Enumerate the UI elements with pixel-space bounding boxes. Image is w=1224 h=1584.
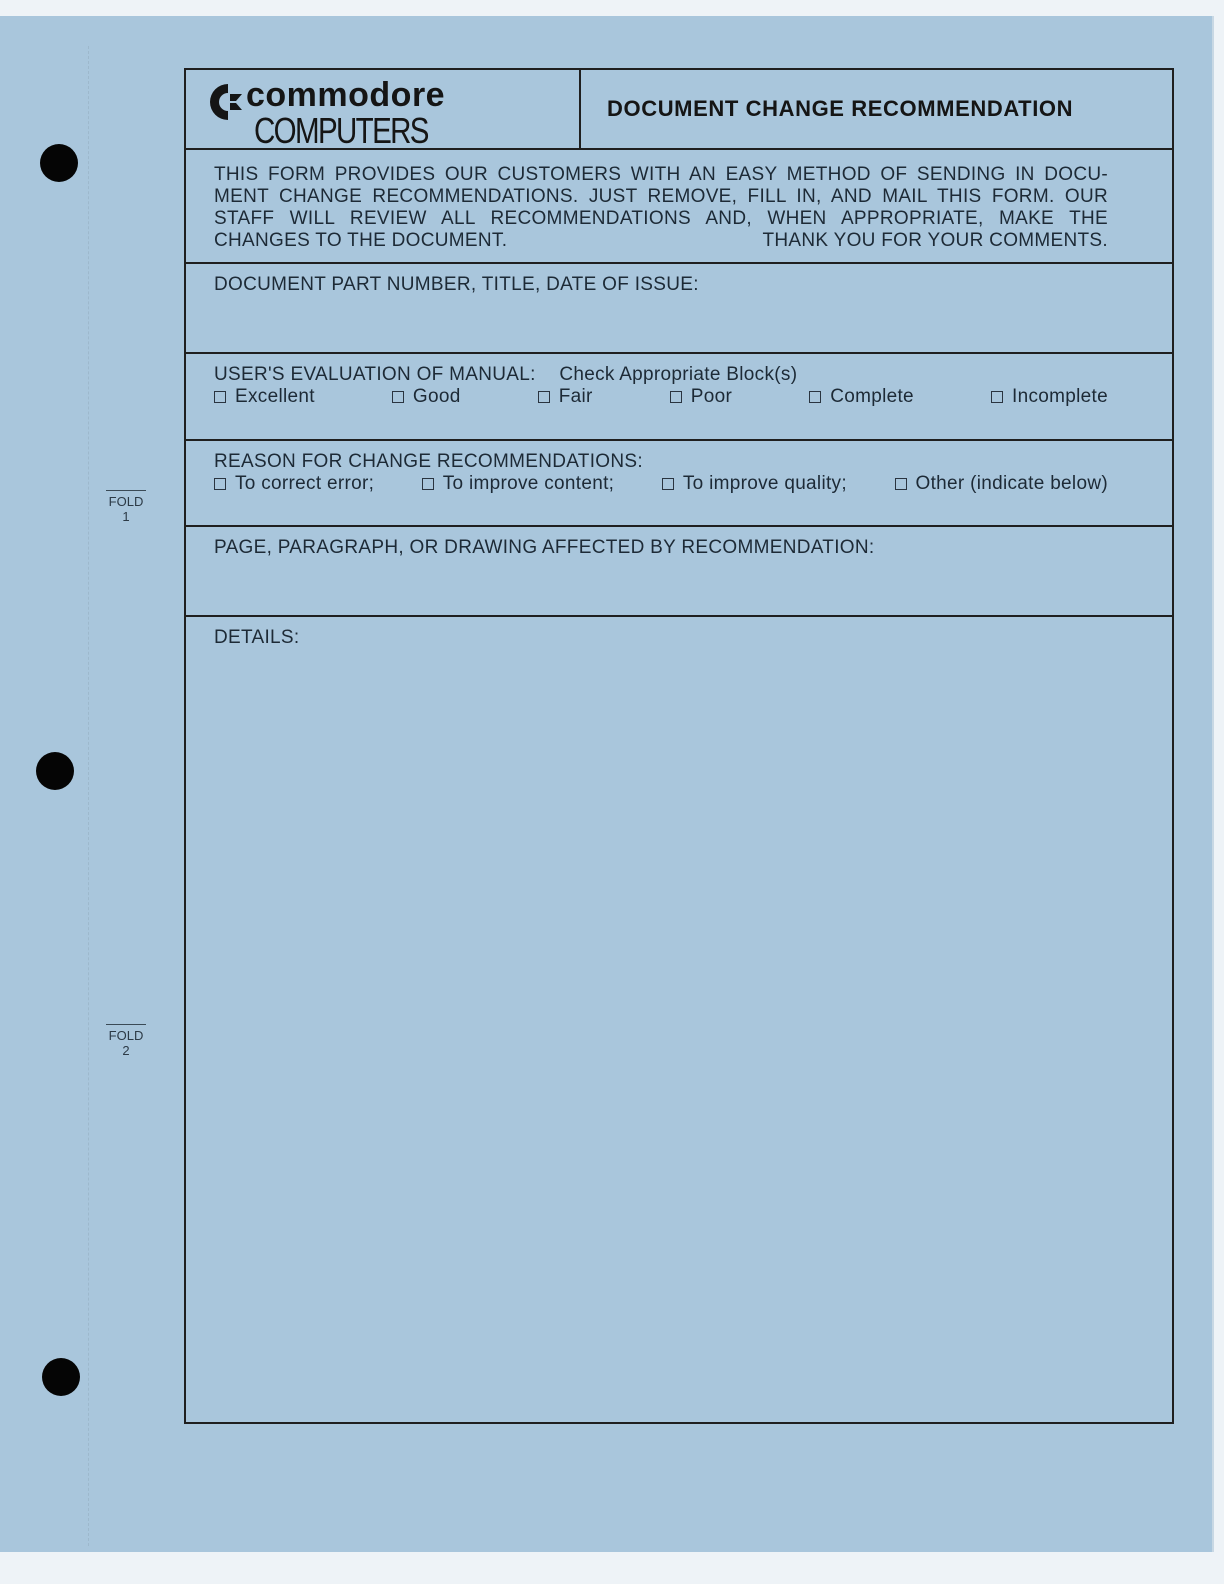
document-info-field[interactable]: [186, 264, 1172, 354]
option-label: To correct error;: [235, 473, 375, 494]
page-reference-field[interactable]: [186, 527, 1172, 617]
commodore-chicken-head-icon: [206, 80, 246, 124]
thank-you-text: THANK YOU FOR YOUR COMMENTS.: [762, 230, 1108, 251]
reason-label: REASON FOR CHANGE RECOMMENDATIONS:: [214, 451, 643, 472]
intro-line-left: CHANGES TO THE DOCUMENT.: [214, 230, 508, 251]
brand-name: commodore: [246, 76, 446, 114]
option-complete[interactable]: [809, 386, 914, 408]
option-label: To improve content;: [442, 473, 615, 494]
checkbox[interactable]: [392, 391, 404, 403]
details-label: DETAILS:: [214, 627, 300, 648]
evaluation-heading: [214, 364, 1108, 386]
option-improve-content[interactable]: [422, 473, 615, 495]
fold-number: 2: [122, 1043, 130, 1058]
option-good[interactable]: [392, 386, 461, 408]
form-title: DOCUMENT CHANGE RECOMMENDATION: [607, 96, 1074, 121]
checkbox[interactable]: [895, 478, 907, 490]
intro-line: [214, 230, 1108, 252]
fold-mark-2: [96, 1024, 156, 1058]
option-label: Fair: [558, 386, 593, 407]
option-label: Complete: [830, 386, 914, 407]
option-correct-error[interactable]: [214, 473, 374, 495]
form-header: [186, 70, 1172, 150]
details-field[interactable]: [186, 617, 1172, 649]
option-improve-quality[interactable]: [662, 473, 847, 495]
commodore-logo: [186, 70, 581, 151]
option-label: Excellent: [235, 386, 315, 407]
binder-hole-bottom: [42, 1358, 80, 1396]
evaluation-options: [214, 386, 1108, 408]
checkbox[interactable]: [214, 478, 226, 490]
brand-subtitle: COMPUTERS: [254, 110, 428, 151]
fold-label: FOLD: [108, 494, 144, 509]
document-info-label: DOCUMENT PART NUMBER, TITLE, DATE OF ISSUE:: [214, 274, 699, 295]
fold-label: FOLD: [108, 1028, 144, 1043]
page-reference-label: PAGE, PARAGRAPH, OR DRAWING AFFECTED BY RECOMMENDATION:: [214, 537, 875, 558]
checkbox[interactable]: [809, 391, 821, 403]
evaluation-instruction: Check Appropriate Block(s): [559, 364, 798, 385]
option-fair[interactable]: [538, 386, 593, 408]
option-label: Incomplete: [1012, 386, 1108, 407]
evaluation-label: USER'S EVALUATION OF MANUAL:: [214, 364, 536, 385]
perforation-line: [88, 46, 89, 1546]
intro-line: MENT CHANGE RECOMMENDATIONS. JUST REMOVE, FILL IN, AND MAIL THIS FORM. OUR: [214, 186, 1108, 207]
option-poor[interactable]: [670, 386, 732, 408]
intro-section: [186, 150, 1172, 264]
intro-line: STAFF WILL REVIEW ALL RECOMMENDATIONS AND, WHEN APPROPRIATE, MAKE THE: [214, 208, 1108, 229]
checkbox[interactable]: [991, 391, 1003, 403]
option-excellent[interactable]: [214, 386, 315, 408]
intro-line: THIS FORM PROVIDES OUR CUSTOMERS WITH AN EASY METHOD OF SENDING IN DOCU-: [214, 164, 1108, 185]
binder-hole-top: [40, 144, 78, 182]
fold-mark-1: [96, 490, 156, 524]
option-label: Other (indicate below): [915, 473, 1108, 494]
option-label: Good: [412, 386, 461, 407]
option-incomplete[interactable]: [991, 386, 1108, 408]
fold-number: 1: [122, 509, 130, 524]
option-label: Poor: [690, 386, 733, 407]
checkbox[interactable]: [538, 391, 550, 403]
checkbox[interactable]: [214, 391, 226, 403]
option-label: To improve quality;: [682, 473, 847, 494]
checkbox[interactable]: [662, 478, 674, 490]
reason-section: [186, 441, 1172, 527]
reason-options: [214, 473, 1108, 495]
change-recommendation-form: [184, 68, 1174, 1424]
checkbox[interactable]: [422, 478, 434, 490]
checkbox[interactable]: [670, 391, 682, 403]
binder-hole-middle: [36, 752, 74, 790]
evaluation-section: [186, 354, 1172, 441]
option-other[interactable]: [895, 473, 1108, 495]
